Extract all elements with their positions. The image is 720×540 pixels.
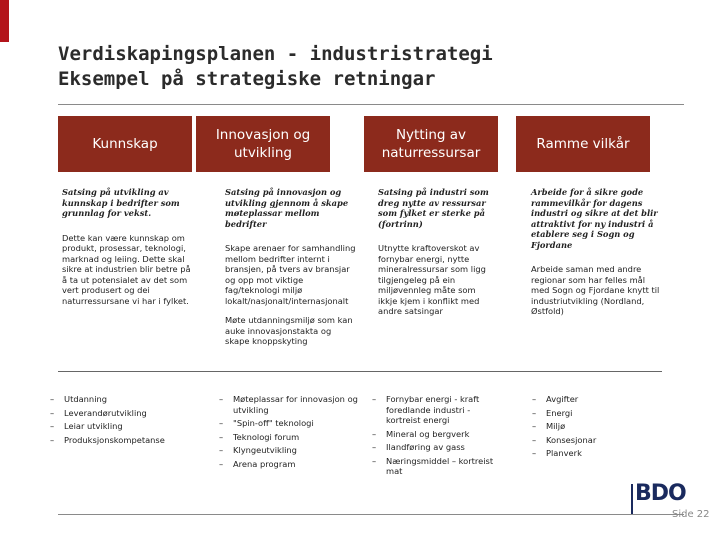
strategy-statement: Satsing på industri som dreg nytte av ressursar som fylket er sterke på (fortrinn) (378, 187, 489, 229)
header-innovasjon: Innovasjon og utvikling (196, 116, 330, 172)
list-item: – Avgifter (532, 394, 652, 405)
title-line-1: Verdiskapingsplanen - industristrategi (58, 43, 493, 65)
description-paragraph: Arbeide saman med andre regionar som har felles mål med Sogn og Fjordane knytt til industriutvikling (Nordland, Østfold) (531, 264, 660, 316)
section-divider (58, 371, 662, 372)
list-item: – Leverandørutvikling (50, 408, 190, 419)
list-item: – Mineral og bergverk (372, 429, 504, 440)
header-kunnskap: Kunnskap (58, 116, 192, 172)
column-rammevilkar (531, 187, 661, 326)
column-description (531, 264, 661, 317)
slide-title (58, 42, 678, 92)
list-item: – Fornybar energi - kraft foredlande industri - kortreist energi (372, 394, 504, 426)
column-description (62, 233, 194, 307)
list-item: – Miljø (532, 421, 652, 432)
list-innovasjon (219, 394, 359, 472)
column-innovasjon (225, 187, 357, 356)
header-naturressursar: Nytting av naturressursar (364, 116, 498, 172)
bdo-logo: BDO (635, 481, 686, 506)
list-item: – Næringsmiddel – kortreist mat (372, 456, 504, 477)
list-item: – Arena program (219, 459, 359, 470)
list-item: – Klyngeutvikling (219, 445, 359, 456)
title-line-2: Eksempel på strategiske retningar (58, 68, 436, 90)
list-item: – Teknologi forum (219, 432, 359, 443)
description-paragraph: Skape arenaer for samhandling mellom bedrifter internt i bransjen, på tvers av bransjar og opp mot viktige fag/teknologi miljø lokalt/nasjonalt/internasjonalt (225, 243, 356, 306)
description-paragraph: Møte utdanningsmiljø som kan auke innovasjonstakta og skape knoppskyting (225, 315, 353, 346)
strategy-statement: Satsing på innovasjon og utvikling gjennom å skape møteplassar mellom bedrifter (225, 187, 349, 229)
slide-number: Side 22 (672, 509, 710, 520)
description-paragraph: Utnytte kraftoverskot av fornybar energi, nytte mineralressursar som ligg tilgjengeleg på ein miljøvennleg måte som ikkje kjem i konflikt med andre satsingar (378, 243, 486, 316)
list-item: – Konsesjonar (532, 435, 652, 446)
list-rammevilkar (532, 394, 652, 462)
description-paragraph: Dette kan være kunnskap om produkt, prosessar, teknologi, marknad og leiing. Dette skal sikre at industrien blir betre på å ta ut potensialet av det som vert produsert og dei naturressursane vi har i fylket. (62, 232, 191, 306)
column-description (225, 243, 357, 347)
strategy-statement: Arbeide for å sikre gode rammevilkår for dagens industri og sikre at det blir attraktivt for ny industri å etablere seg i Sogn og Fjordane (531, 187, 658, 250)
list-item: – Leiar utvikling (50, 421, 190, 432)
list-item: – "Spin-off" teknologi (219, 418, 359, 429)
title-divider (58, 104, 684, 105)
footer-divider (58, 514, 684, 515)
list-item: – Møteplassar for innovasjon og utvikling (219, 394, 359, 415)
list-item: – Produksjonskompetanse (50, 435, 190, 446)
list-item: – Utdanning (50, 394, 190, 405)
list-item: – Ilandføring av gass (372, 442, 504, 453)
column-naturressursar (378, 187, 496, 326)
list-item: – Planverk (532, 448, 652, 459)
strategy-statement: Satsing på utvikling av kunnskap i bedrifter som grunnlag for vekst. (62, 187, 180, 218)
header-rammevilkar: Ramme vilkår (516, 116, 650, 172)
list-item: – Energi (532, 408, 652, 419)
list-naturressursar (372, 394, 504, 480)
column-description (378, 243, 496, 317)
list-kunnskap (50, 394, 190, 448)
accent-bar (0, 0, 9, 42)
column-kunnskap (62, 187, 194, 315)
